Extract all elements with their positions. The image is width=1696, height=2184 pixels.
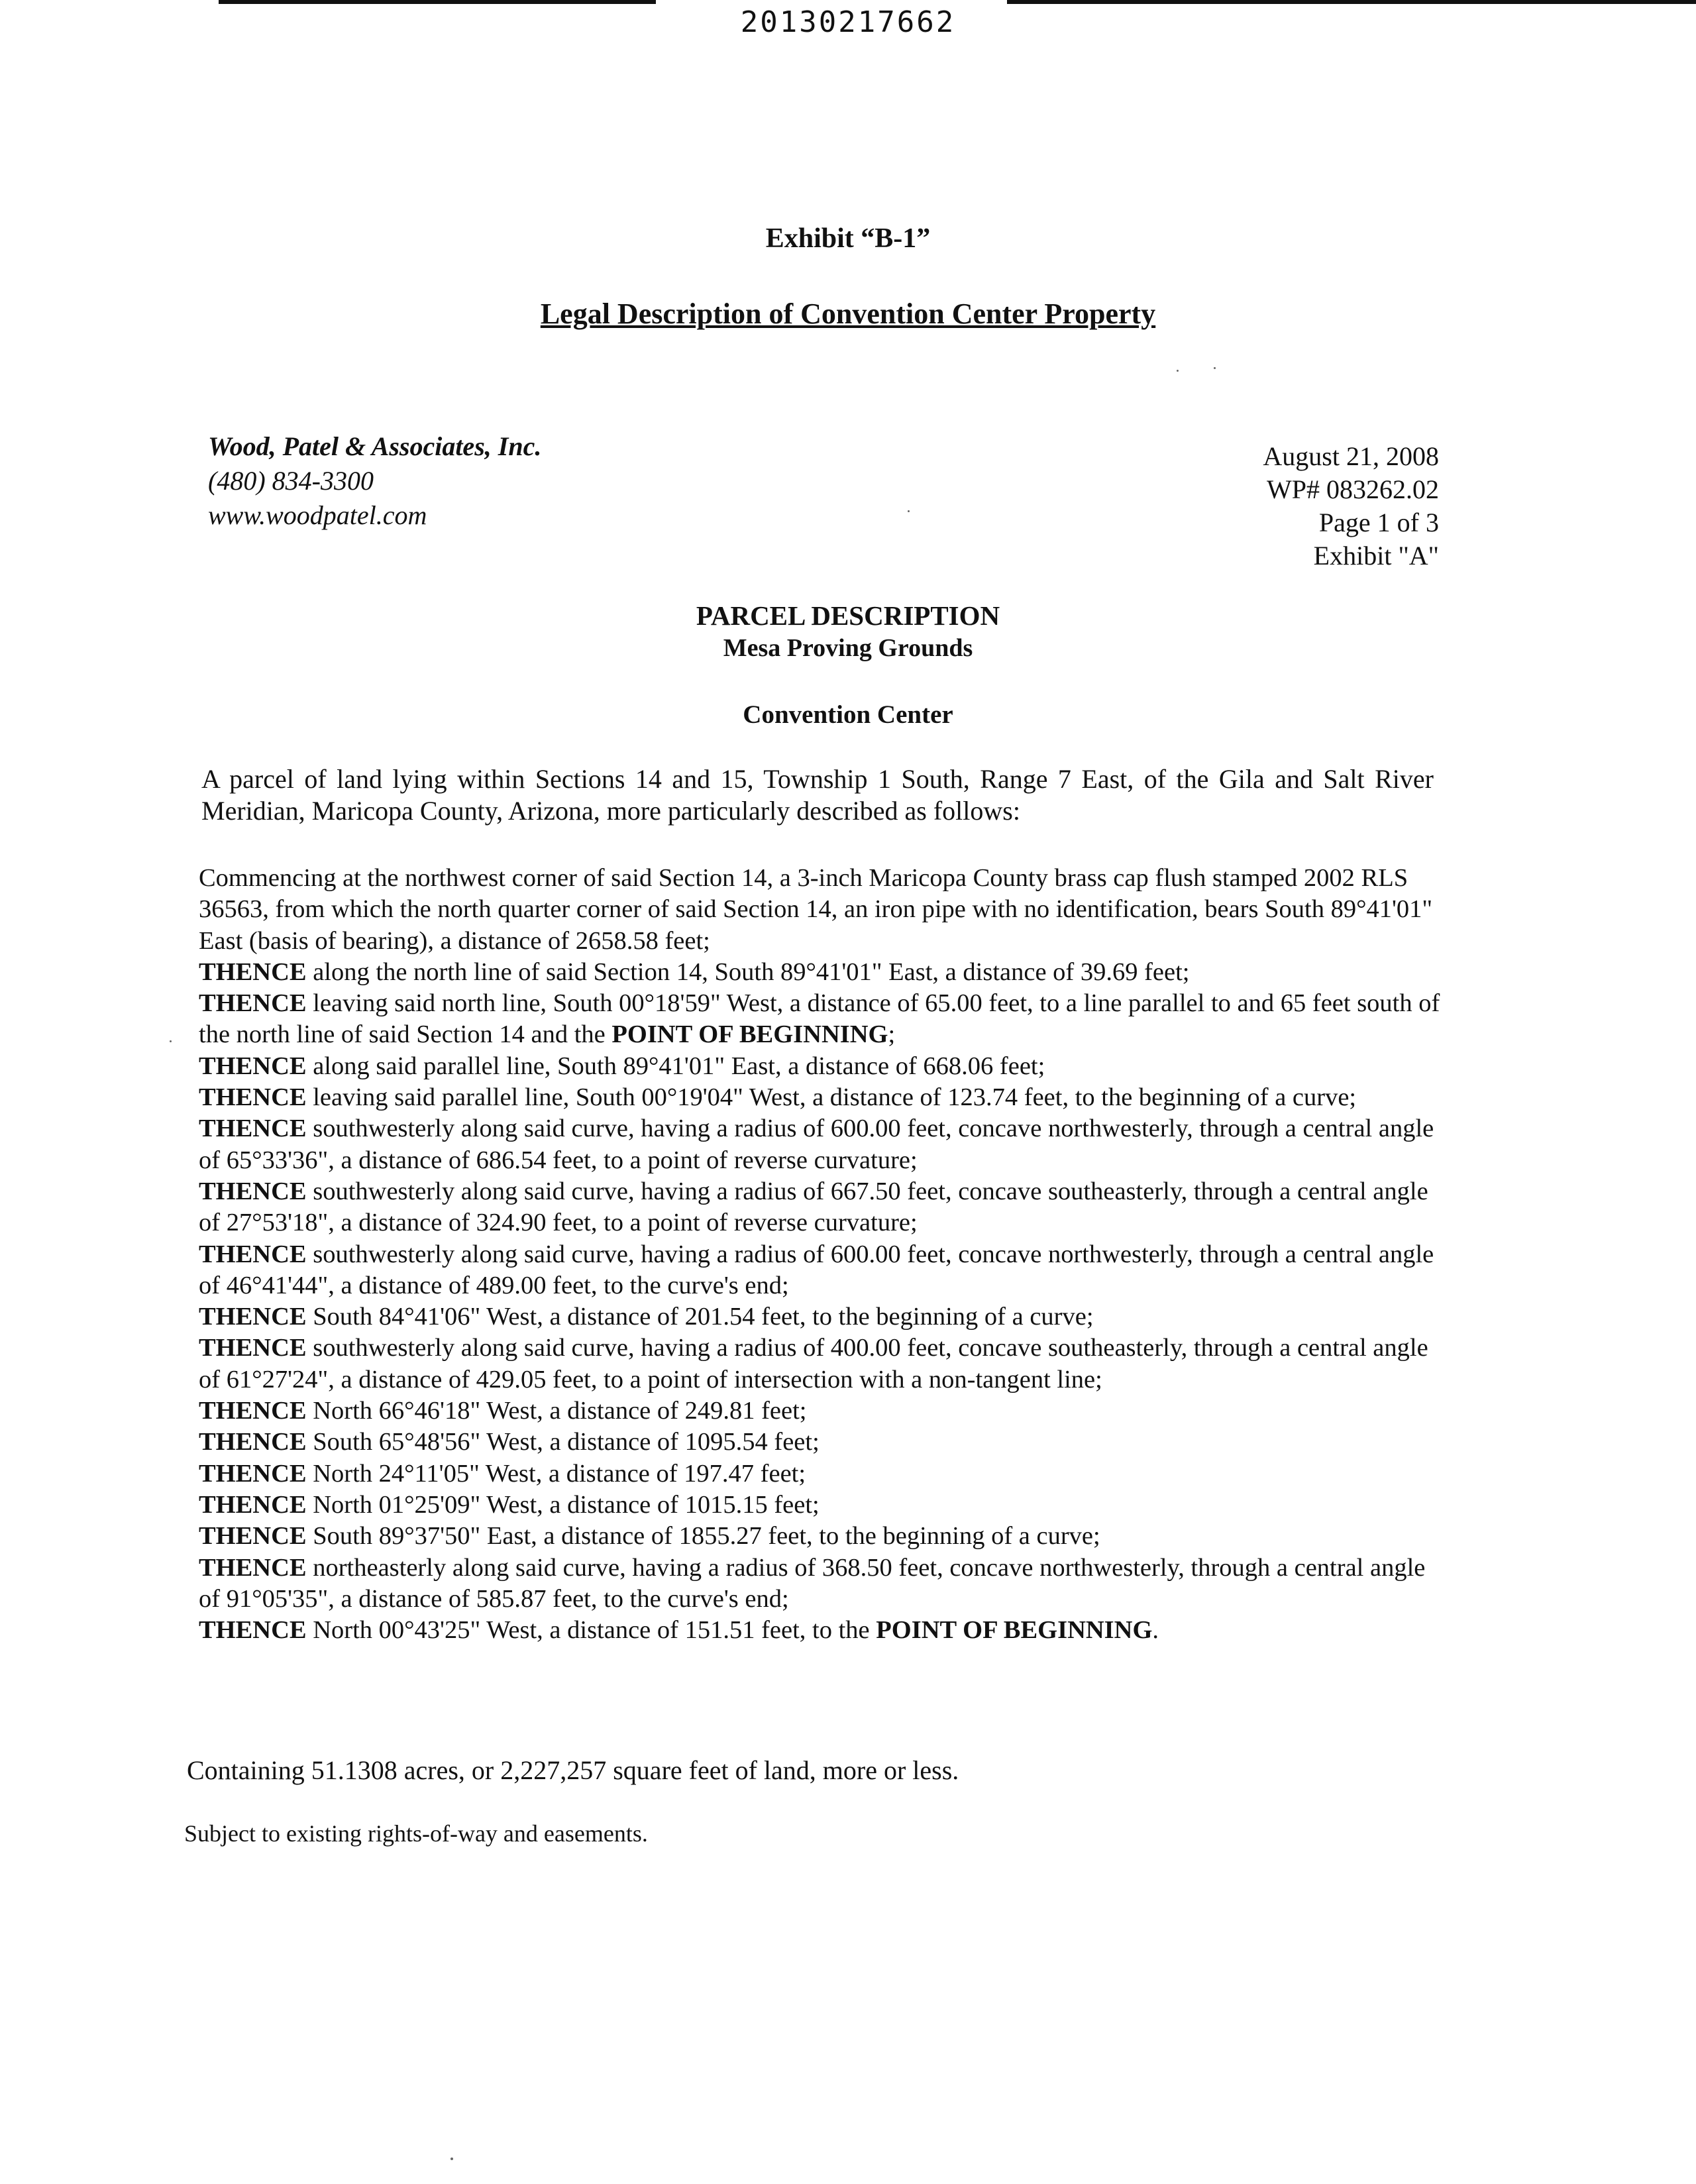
course-call	[199, 1427, 1444, 1458]
scan-speck	[450, 2157, 453, 2160]
scan-top-bar-left	[219, 0, 656, 4]
parcel-heading: PARCEL DESCRIPTION	[696, 600, 1000, 631]
subject-statement: Subject to existing rights-of-way and easements.	[184, 1820, 648, 1847]
area-statement: Containing 51.1308 acres, or 2,227,257 square feet of land, more or less.	[187, 1755, 959, 1785]
exhibit-title: Exhibit “B-1”	[765, 223, 931, 254]
course-call	[199, 957, 1444, 988]
course-call	[199, 1301, 1444, 1333]
page-number: Page 1 of 3	[1318, 508, 1439, 537]
thence-keyword: THENCE	[199, 1303, 307, 1331]
course-call	[199, 1553, 1444, 1615]
course-call	[199, 1176, 1444, 1239]
course-text: southwesterly along said curve, having a radius of 400.00 feet, concave southeasterly, through a central angle of 61°27'24", a distance of 429.05 feet, to a point of intersection with a non-tangent line;	[199, 1334, 1428, 1393]
course-call	[199, 1051, 1444, 1082]
thence-keyword: THENCE	[199, 1616, 307, 1645]
course-call	[199, 1113, 1444, 1176]
course-call	[199, 1239, 1444, 1302]
legal-description-title: Legal Description of Convention Center Property	[540, 298, 1156, 330]
metes-and-bounds	[199, 863, 1444, 1646]
document-meta	[1263, 440, 1439, 573]
course-text: South 65°48'56" West, a distance of 1095.54 feet;	[313, 1428, 820, 1456]
course-text: North 24°11'05" West, a distance of 197.47 feet;	[313, 1459, 806, 1488]
parcel-subheading: Mesa Proving Grounds	[723, 634, 973, 662]
scan-top-bar-right	[1007, 0, 1696, 4]
firm-name: Wood, Patel & Associates, Inc.	[208, 431, 542, 461]
course-text: northeasterly along said curve, having a radius of 368.50 feet, concave northwesterly, through a central angle of 91°05'35", a distance of 585.87 feet, to the curve's end;	[199, 1553, 1426, 1613]
parcel-heading-block	[0, 599, 1696, 730]
course-text: North 00°43'25" West, a distance of 151.51 feet, to the	[313, 1616, 876, 1645]
point-of-beginning: POINT OF BEGINNING	[611, 1020, 888, 1049]
thence-keyword: THENCE	[199, 957, 307, 986]
course-text: southwesterly along said curve, having a radius of 600.00 feet, concave northwesterly, through a central angle of 65°33'36", a distance of 686.54 feet, to a point of reverse curvature;	[199, 1115, 1434, 1174]
commencing-paragraph: Commencing at the northwest corner of said Section 14, a 3-inch Maricopa County brass cap flush stamped 2002 RLS 36563, from which the north quarter corner of said Section 14, an iron pipe with no identification, bears South 89°41'01" East (basis of bearing), a distance of 2658.58 feet;	[199, 864, 1433, 955]
course-text-end: .	[1152, 1616, 1159, 1645]
scan-speck	[1214, 367, 1216, 369]
course-call	[199, 1490, 1444, 1521]
scan-speck	[908, 510, 910, 512]
thence-keyword: THENCE	[199, 1522, 307, 1551]
course-call	[199, 1458, 1444, 1490]
thence-keyword: THENCE	[199, 1177, 307, 1205]
thence-keyword: THENCE	[199, 1083, 307, 1112]
thence-keyword: THENCE	[199, 1334, 307, 1362]
course-call	[199, 1333, 1444, 1395]
thence-keyword: THENCE	[199, 1397, 307, 1425]
course-text: along said parallel line, South 89°41'01" East, a distance of 668.06 feet;	[313, 1052, 1045, 1080]
firm-phone: (480) 834-3300	[208, 466, 374, 496]
scan-speck	[170, 1040, 172, 1042]
thence-keyword: THENCE	[199, 1428, 307, 1456]
exhibit-label: Exhibit "A"	[1313, 541, 1439, 571]
scan-speck	[1177, 370, 1179, 372]
course-text: North 01°25'09" West, a distance of 1015.15 feet;	[313, 1490, 820, 1519]
thence-keyword: THENCE	[199, 1115, 307, 1143]
thence-keyword: THENCE	[199, 1553, 307, 1582]
point-of-beginning: POINT OF BEGINNING	[876, 1616, 1153, 1645]
parcel-name: Convention Center	[743, 700, 953, 729]
course-text: along the north line of said Section 14, South 89°41'01" East, a distance of 39.69 feet;	[313, 957, 1190, 986]
firm-block	[208, 429, 541, 533]
course-call	[199, 1395, 1444, 1427]
thence-keyword: THENCE	[199, 1490, 307, 1519]
thence-keyword: THENCE	[199, 989, 307, 1018]
course-call	[199, 1615, 1444, 1646]
wp-number: WP# 083262.02	[1267, 474, 1439, 504]
recording-number: 20130217662	[740, 5, 956, 39]
course-text: southwesterly along said curve, having a radius of 667.50 feet, concave southeasterly, through a central angle of 27°53'18", a distance of 324.90 feet, to a point of reverse curvature;	[199, 1177, 1428, 1237]
course-text: South 84°41'06" West, a distance of 201.54 feet, to the beginning of a curve;	[313, 1303, 1094, 1331]
course-text: North 66°46'18" West, a distance of 249.81 feet;	[313, 1397, 807, 1425]
course-call	[199, 1082, 1444, 1113]
intro-paragraph: A parcel of land lying within Sections 14 and 15, Township 1 South, Range 7 East, of the Gila and Salt River Meridian, Maricopa County, Arizona, more particularly described as follows:	[201, 764, 1434, 826]
course-text: South 89°37'50" East, a distance of 1855.27 feet, to the beginning of a curve;	[313, 1522, 1100, 1551]
course-text-end: ;	[888, 1020, 896, 1049]
thence-keyword: THENCE	[199, 1240, 307, 1268]
course-call	[199, 988, 1444, 1051]
firm-website: www.woodpatel.com	[208, 500, 427, 530]
course-call	[199, 1521, 1444, 1552]
course-text: leaving said parallel line, South 00°19'04" West, a distance of 123.74 feet, to the beginning of a curve;	[313, 1083, 1357, 1112]
course-text: southwesterly along said curve, having a radius of 600.00 feet, concave northwesterly, through a central angle of 46°41'44", a distance of 489.00 feet, to the curve's end;	[199, 1240, 1434, 1299]
thence-keyword: THENCE	[199, 1459, 307, 1488]
course-text: leaving said north line, South 00°18'59" West, a distance of 65.00 feet, to a line parallel to and 65 feet south of the north line of said Section 14 and the	[199, 989, 1440, 1049]
document-date: August 21, 2008	[1263, 441, 1439, 471]
thence-keyword: THENCE	[199, 1052, 307, 1080]
